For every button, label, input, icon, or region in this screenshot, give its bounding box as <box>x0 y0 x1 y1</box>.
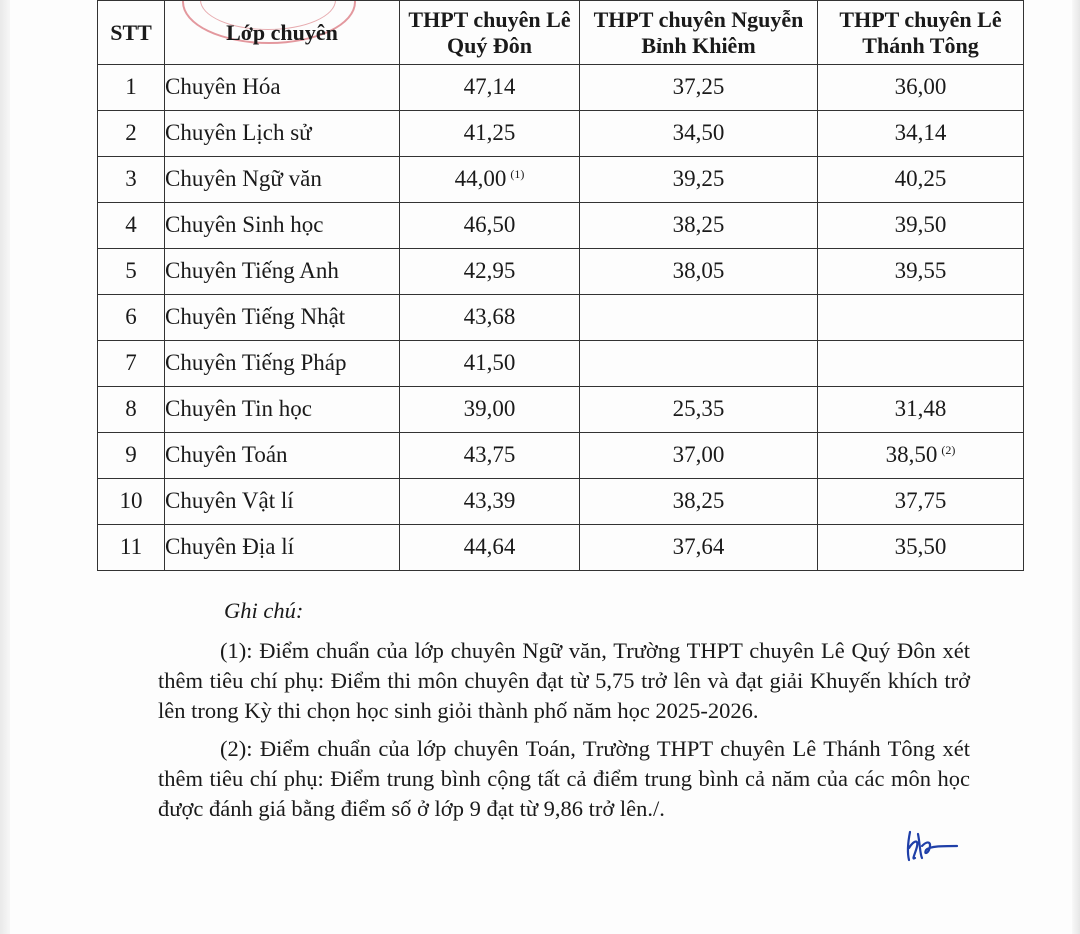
cell-class-name: Chuyên Tiếng Anh <box>165 249 400 295</box>
table-row <box>98 111 1024 157</box>
table-row <box>98 203 1024 249</box>
cell-stt: 6 <box>98 295 165 341</box>
cell-score-le-thanh-tong: 35,50 <box>818 525 1024 571</box>
cell-score-le-quy-don: 39,00 <box>400 387 580 433</box>
cell-score-le-quy-don: 41,25 <box>400 111 580 157</box>
note-2: (2): Điểm chuẩn của lớp chuyên Toán, Trường THPT chuyên Lê Thánh Tông xét thêm tiêu chí phụ: Điểm trung bình cộng tất cả điểm trung bình cả năm của các môn học được đánh giá bằng điểm số ở lớp 9 đạt từ 9,86 trở lên./. <box>158 736 970 821</box>
cell-score-le-quy-don: 46,50 <box>400 203 580 249</box>
cell-score-nguyen-binh-khiem: 38,25 <box>580 479 818 525</box>
cell-score-nguyen-binh-khiem: 39,25 <box>580 157 818 203</box>
cell-class-name: Chuyên Vật lí <box>165 479 400 525</box>
header-school-nguyen-binh-khiem: THPT chuyên Nguyễn Bỉnh Khiêm <box>580 1 818 65</box>
cell-stt: 8 <box>98 387 165 433</box>
cell-stt: 2 <box>98 111 165 157</box>
table-row <box>98 387 1024 433</box>
cell-score-le-thanh-tong: 36,00 <box>818 65 1024 111</box>
cell-score-le-quy-don <box>400 157 580 203</box>
cell-score-le-quy-don: 41,50 <box>400 341 580 387</box>
cell-score-nguyen-binh-khiem <box>580 341 818 387</box>
header-stt: STT <box>98 1 165 65</box>
cell-class-name: Chuyên Địa lí <box>165 525 400 571</box>
cell-class-name: Chuyên Tiếng Nhật <box>165 295 400 341</box>
cell-score-le-thanh-tong: 31,48 <box>818 387 1024 433</box>
cell-stt: 9 <box>98 433 165 479</box>
cell-score-le-quy-don: 43,75 <box>400 433 580 479</box>
table-header-row <box>98 1 1024 65</box>
header-class: Lớp chuyên <box>165 1 400 65</box>
cell-score-le-thanh-tong: 40,25 <box>818 157 1024 203</box>
table-row <box>98 479 1024 525</box>
cell-stt: 11 <box>98 525 165 571</box>
footnote-marker: (1) <box>510 166 525 181</box>
cell-score-nguyen-binh-khiem: 37,64 <box>580 525 818 571</box>
cell-score-le-thanh-tong: 34,14 <box>818 111 1024 157</box>
cell-score-le-quy-don: 43,68 <box>400 295 580 341</box>
cell-score-le-thanh-tong: 39,50 <box>818 203 1024 249</box>
table-row <box>98 65 1024 111</box>
cell-score-le-thanh-tong: 37,75 <box>818 479 1024 525</box>
cell-stt: 5 <box>98 249 165 295</box>
notes-title: Ghi chú: <box>224 598 304 623</box>
note-1: (1): Điểm chuẩn của lớp chuyên Ngữ văn, Trường THPT chuyên Lê Quý Đôn xét thêm tiêu chí phụ: Điểm thi môn chuyên đạt từ 5,75 trở lên và đạt giải Khuyến khích trở lên trong Kỳ thi chọn học sinh giỏi thành phố năm học 2025-2026. <box>158 638 970 723</box>
table-row <box>98 341 1024 387</box>
cell-score-le-quy-don: 44,64 <box>400 525 580 571</box>
cell-class-name: Chuyên Lịch sử <box>165 111 400 157</box>
table-row <box>98 157 1024 203</box>
cell-score-le-thanh-tong <box>818 295 1024 341</box>
cutoff-score-table <box>97 0 1024 571</box>
cell-stt: 3 <box>98 157 165 203</box>
cell-class-name: Chuyên Hóa <box>165 65 400 111</box>
cell-stt: 10 <box>98 479 165 525</box>
cell-stt: 7 <box>98 341 165 387</box>
cell-score-nguyen-binh-khiem <box>580 295 818 341</box>
cell-score-le-thanh-tong <box>818 433 1024 479</box>
cell-stt: 4 <box>98 203 165 249</box>
table-row <box>98 433 1024 479</box>
cell-class-name: Chuyên Tiếng Pháp <box>165 341 400 387</box>
notes-section <box>158 596 970 832</box>
cell-class-name: Chuyên Sinh học <box>165 203 400 249</box>
cell-score-le-quy-don: 43,39 <box>400 479 580 525</box>
header-school-le-quy-don: THPT chuyên Lê Quý Đôn <box>400 1 580 65</box>
score-value: 44,00 <box>454 166 507 192</box>
header-school-le-thanh-tong: THPT chuyên Lê Thánh Tông <box>818 1 1024 65</box>
footnote-marker: (2) <box>941 442 956 457</box>
cell-score-nguyen-binh-khiem: 37,25 <box>580 65 818 111</box>
cell-class-name: Chuyên Toán <box>165 433 400 479</box>
cell-score-nguyen-binh-khiem: 25,35 <box>580 387 818 433</box>
table-row <box>98 249 1024 295</box>
cell-score-le-thanh-tong <box>818 341 1024 387</box>
cell-class-name: Chuyên Ngữ văn <box>165 157 400 203</box>
cell-score-nguyen-binh-khiem: 34,50 <box>580 111 818 157</box>
cell-score-le-quy-don: 42,95 <box>400 249 580 295</box>
cell-score-le-quy-don: 47,14 <box>400 65 580 111</box>
cell-score-nguyen-binh-khiem: 37,00 <box>580 433 818 479</box>
cell-score-nguyen-binh-khiem: 38,05 <box>580 249 818 295</box>
page-edge-right <box>1072 0 1080 934</box>
handwritten-initials-signature <box>902 828 962 869</box>
cell-stt: 1 <box>98 65 165 111</box>
cell-score-le-thanh-tong: 39,55 <box>818 249 1024 295</box>
cell-score-nguyen-binh-khiem: 38,25 <box>580 203 818 249</box>
table-row <box>98 525 1024 571</box>
cell-class-name: Chuyên Tin học <box>165 387 400 433</box>
score-value: 38,50 <box>885 442 938 468</box>
table-row <box>98 295 1024 341</box>
page-edge-left <box>0 0 10 934</box>
